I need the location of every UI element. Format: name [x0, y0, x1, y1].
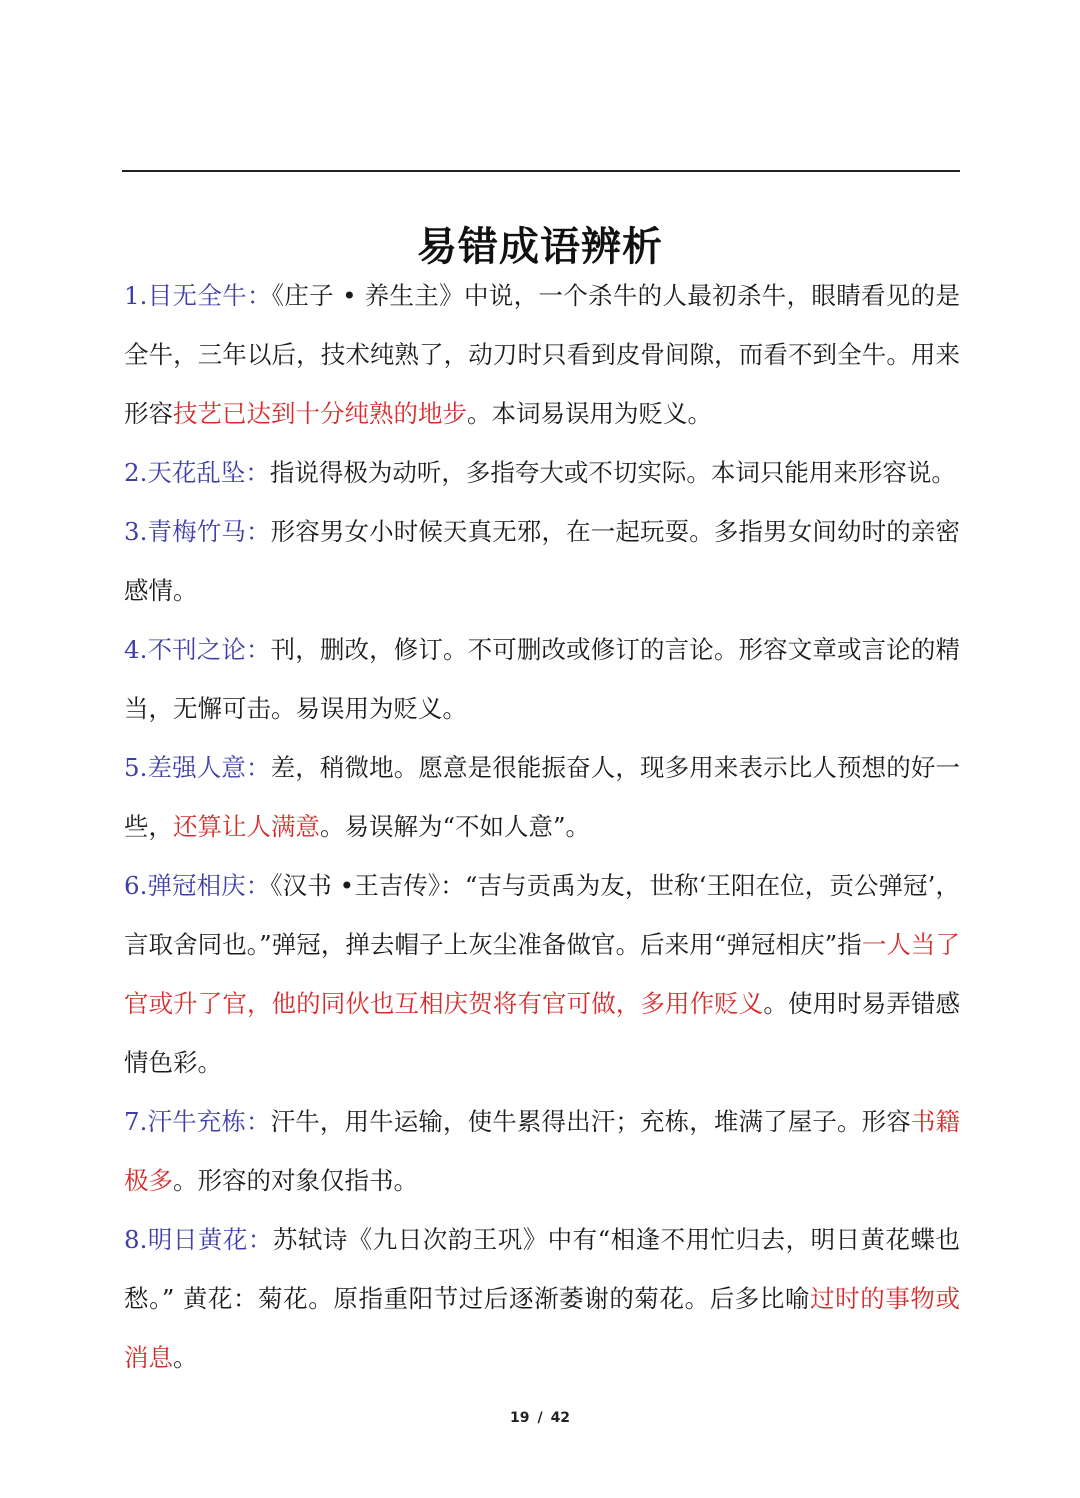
- idiom-text: 。形容的对象仅指书。: [173, 1166, 418, 1195]
- idiom-text: 苏轼诗《九日次韵王巩》中有“相逢不用忙归去，明日黄花蝶也愁。” 黄花：菊花。原指重阳节过后逐渐萎谢的菊花。后多比喻: [124, 1225, 961, 1313]
- idiom-highlight: 过时的事物或消息: [124, 1284, 961, 1372]
- page-title: 易错成语辨析: [417, 223, 663, 270]
- idiom-text: 。使用时易弄错感情色彩。: [124, 989, 961, 1077]
- idiom-highlight: 还算让人满意: [173, 812, 320, 841]
- idiom-text: 刊，删改，修订。不可删改或修订的言论。形容文章或言论的精当，无懈可击。易误用为贬义。: [124, 635, 960, 723]
- idiom-text: 《汉书 •王吉传》：“吉与贡禹为友，世称‘王阳在位，贡公弹冠’，言取舍同也。”弹冠，掸去帽子上灰尘准备做官。后来用“弹冠相庆”指: [124, 871, 960, 959]
- idiom-term: 2.天花乱坠：: [124, 458, 270, 487]
- idiom-term: 1.目无全牛：: [124, 281, 272, 310]
- idiom-text: 。易误解为“不如人意”。: [320, 812, 591, 841]
- idiom-entry: [124, 266, 960, 443]
- idiom-entry: [124, 1210, 960, 1387]
- idiom-entry: [124, 1092, 960, 1210]
- idiom-term: 4.不刊之论：: [124, 635, 271, 664]
- idiom-text: 差，稍微地。愿意是很能振奋人，现多用来表示比人预想的好一些，: [124, 753, 960, 841]
- idiom-text: 《庄子 • 养生主》中说，一个杀牛的人最初杀牛，眼睛看见的是全牛，三年以后，技术纯熟了，动刀时只看到皮骨间隙，而看不到全牛。用来形容: [124, 281, 961, 428]
- idiom-list: [124, 266, 960, 1387]
- idiom-highlight: 技艺已达到十分纯熟的地步: [173, 399, 467, 428]
- page-number: [0, 1410, 1080, 1426]
- idiom-text: 汗牛，用牛运输，使牛累得出汗；充栋，堆满了屋子。形容: [270, 1107, 911, 1136]
- header-rule: [122, 170, 960, 172]
- idiom-text: 形容男女小时候天真无邪，在一起玩耍。多指男女间幼时的亲密感情。: [124, 517, 960, 605]
- idiom-term: 7.汗牛充栋：: [124, 1107, 271, 1136]
- idiom-highlight: 一人当了官或升了官，他的同伙也互相庆贺将有官可做，多用作贬义: [124, 930, 960, 1018]
- idiom-entry: [124, 738, 960, 856]
- idiom-highlight: 书籍极多: [124, 1107, 960, 1195]
- idiom-entry: [124, 443, 960, 502]
- idiom-term: 8.明日黄花：: [124, 1225, 273, 1254]
- idiom-term: 3.青梅竹马：: [124, 517, 271, 546]
- total-pages: 42: [550, 1410, 571, 1426]
- idiom-term: 5.差强人意：: [124, 753, 271, 782]
- idiom-entry: [124, 502, 960, 620]
- idiom-entry: [124, 856, 960, 1092]
- idiom-entry: [124, 620, 960, 738]
- page-separator: /: [537, 1410, 543, 1426]
- idiom-text: 。: [173, 1343, 198, 1372]
- idiom-term: 6.弹冠相庆：: [124, 871, 271, 900]
- current-page: 19: [509, 1410, 530, 1426]
- idiom-text: 指说得极为动听，多指夸大或不切实际。本词只能用来形容说。: [269, 458, 956, 487]
- idiom-text: 。本词易误用为贬义。: [467, 399, 712, 428]
